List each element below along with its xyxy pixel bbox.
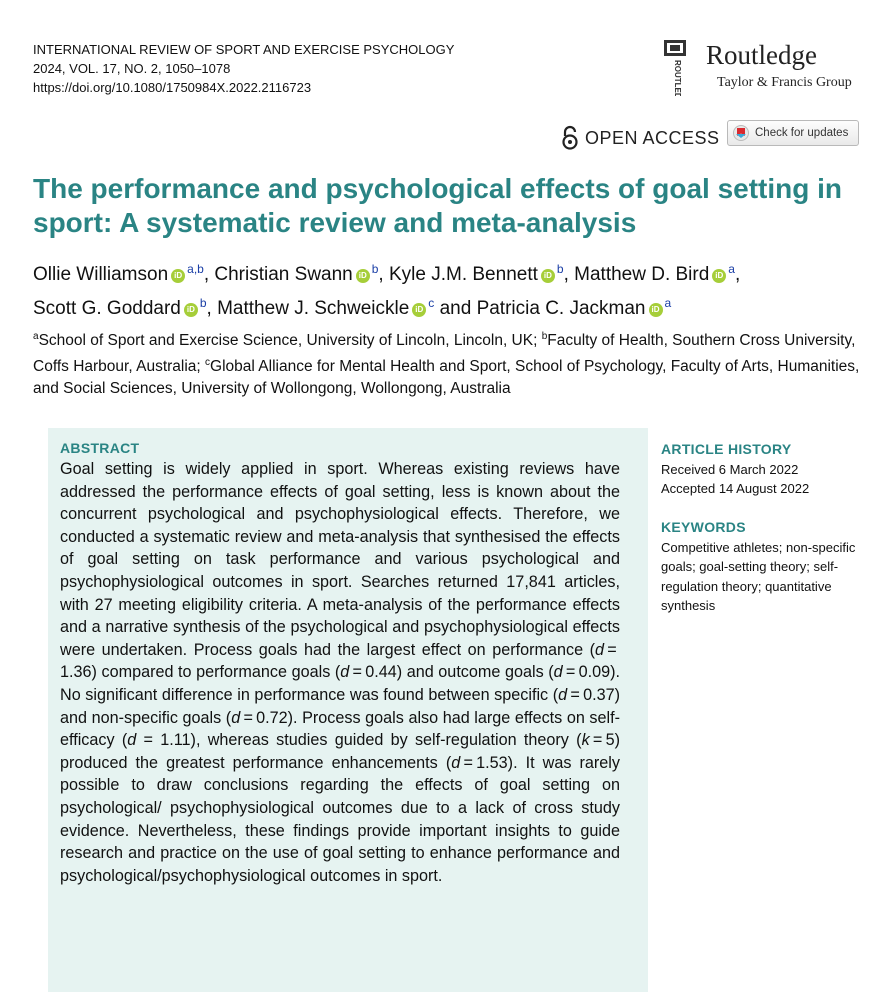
stat-symbol: d <box>595 640 605 659</box>
author-name[interactable]: Matthew J. Schweickle <box>217 298 410 319</box>
affiliation-marker[interactable]: b <box>199 296 207 310</box>
affiliation-marker[interactable]: b <box>556 262 564 276</box>
crossmark-icon <box>733 125 749 141</box>
orcid-icon[interactable]: iD <box>712 269 726 283</box>
author[interactable] <box>389 264 564 285</box>
open-access-badge <box>561 125 720 151</box>
author[interactable] <box>477 298 672 319</box>
affiliation-key: c <box>205 357 211 369</box>
abstract-segment: = 0.72). Process goals also had large effects on self-efficacy ( <box>60 708 620 750</box>
author[interactable] <box>33 298 207 319</box>
affiliation-text: Global Alliance for Mental Health and Sport, School of Psychology, Faculty of Arts, Humanities, and Social Sciences, University of Wollongong, Wollongong, Australia <box>33 358 860 398</box>
open-lock-icon <box>561 125 579 151</box>
affiliations <box>33 326 873 400</box>
affiliation-marker[interactable]: b <box>371 262 379 276</box>
publisher-name: Routledge <box>706 40 817 70</box>
received-date: Received 6 March 2022 <box>661 461 799 477</box>
author-name[interactable]: Matthew D. Bird <box>574 264 710 285</box>
author-name[interactable]: Patricia C. Jackman <box>476 298 646 319</box>
stat-symbol: d <box>340 663 350 682</box>
author[interactable] <box>33 264 204 285</box>
abstract-segment: = 1.53). It was rarely possible to draw conclusions regarding the effects of goal setting on psychological/ psychophysiological outcomes due to a lack of cross study evidence. Nevertheless, these findings provide important insights to guide research and practice on the use of goal setting to enhance performance and psychological/psychophysiological outcomes in sport. <box>60 753 620 885</box>
keywords-heading: KEYWORDS <box>661 519 746 535</box>
publisher-group: Taylor & Francis Group <box>717 75 852 90</box>
keywords-text: Competitive athletes; non-specific goals; goal-setting theory; self-regulation theory; quantitative synthesis <box>661 539 856 613</box>
article-history-heading: ARTICLE HISTORY <box>661 441 792 457</box>
accepted-date: Accepted 14 August 2022 <box>661 481 810 496</box>
author-name[interactable]: Scott G. Goddard <box>33 298 181 319</box>
affiliation-key: a <box>33 331 39 342</box>
orcid-icon[interactable]: iD <box>649 303 663 317</box>
affiliation-marker[interactable]: a <box>728 262 735 276</box>
abstract-segment: = 0.09). No significant difference in performance was found between specific ( <box>60 663 620 704</box>
abstract-heading: ABSTRACT <box>60 440 140 456</box>
abstract-segment: = 1.36) compared to performance goals ( <box>60 640 620 682</box>
open-access-label: OPEN ACCESS <box>585 127 720 148</box>
orcid-icon[interactable]: iD <box>184 303 198 317</box>
keywords <box>661 518 861 616</box>
stat-symbol: d <box>127 731 137 750</box>
author-list: Ollie Williamson iD $^{a,b}$, Christian Swann iD $^b$, Kyle J.M. Bennett iD $^b$, Matthew D. Bird iD $^a$, Scott G. Goddard iD $^b$, Matthew J. Schweickle iD $^c$ and Patricia C. Jackman iD $^a$ <box>33 262 741 319</box>
author-name[interactable]: Kyle J.M. Bennett <box>388 264 538 285</box>
publisher-logo-text: ROUTLEDGE <box>673 60 682 96</box>
affiliation-marker[interactable]: c <box>428 296 435 310</box>
article-history <box>661 440 809 499</box>
abstract-segment: = 0.44) and outcome goals ( <box>349 663 554 682</box>
stat-symbol: d <box>558 685 568 704</box>
stat-symbol: d <box>231 708 241 727</box>
journal-info <box>33 40 454 97</box>
affiliation-marker[interactable]: a <box>664 296 672 310</box>
affiliation-text: Faculty of Health, Southern Cross University, Coffs Harbour, Australia; <box>33 332 856 376</box>
stat-symbol: k <box>581 731 590 750</box>
abstract-segment: Goal setting is widely applied in sport. Whereas existing reviews have addressed the performance effects of goal setting, less is known about the concurrent psychological and psychophysiological effects. Therefore, we conducted a systematic review and meta-analysis that synthesised the effects of goal setting on task performance and various psychological and psychophysiological outcomes in sport. Searches returned 17,841 articles, with 27 meeting eligibility criteria. A meta-analysis of the performance effects and a narrative synthesis of the psychological and psychophysiological effects were undertaken. Process goals had the largest effect on performance ( <box>60 460 620 659</box>
orcid-icon[interactable]: iD <box>171 269 185 283</box>
stat-symbol: d <box>451 753 461 772</box>
orcid-icon[interactable]: iD <box>356 269 370 283</box>
routledge-logo-icon <box>664 40 686 96</box>
abstract-segment: = 5) produced the greatest performance enhancements ( <box>60 731 620 772</box>
author[interactable] <box>217 298 434 319</box>
affiliation-text: School of Sport and Exercise Science, University of Lincoln, Lincoln, UK; <box>38 332 542 350</box>
orcid-icon[interactable]: iD <box>412 303 426 317</box>
orcid-icon[interactable]: iD <box>541 269 555 283</box>
journal-issue: 2024, VOL. 17, NO. 2, 1050–1078 <box>33 61 231 76</box>
journal-name: INTERNATIONAL REVIEW OF SPORT AND EXERCISE PSYCHOLOGY <box>33 42 455 57</box>
affiliation-marker[interactable]: a,b <box>187 262 204 276</box>
abstract-segment: = 1.11), whereas studies guided by self-regulation theory ( <box>136 731 582 750</box>
affiliation-key: b <box>541 331 548 342</box>
check-for-updates-button[interactable] <box>727 120 859 146</box>
author-name[interactable]: Ollie Williamson <box>33 264 169 285</box>
author-name[interactable]: Christian Swann <box>214 264 353 285</box>
check-for-updates-label: Check for updates <box>755 127 849 139</box>
author[interactable] <box>214 264 378 285</box>
stat-symbol: d <box>553 663 563 682</box>
author[interactable] <box>574 264 735 285</box>
abstract-segment: = 0.37) and non-specific goals ( <box>60 685 620 727</box>
abstract-text <box>60 458 620 887</box>
article-title: The performance and psychological effects of goal setting in sport: A systematic review and meta-analysis <box>33 173 843 238</box>
doi-link[interactable]: https://doi.org/10.1080/1750984X.2022.2116723 <box>33 80 312 95</box>
